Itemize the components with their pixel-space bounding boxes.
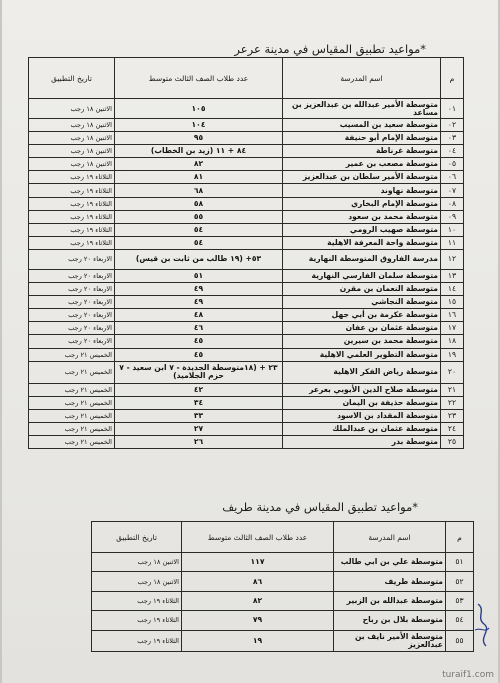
test-date: الثلاثاء ١٩ رجب — [29, 223, 115, 236]
table-row — [29, 158, 464, 171]
school-name: متوسطة نهاوند — [283, 184, 441, 197]
test-date: الاثنين ١٨ رجب — [29, 119, 115, 132]
school-name: متوسطة محمد بن سعود — [283, 210, 441, 223]
test-date: الاربعاء ٢٠ رجب — [29, 296, 115, 309]
test-date: الخميس ٢١ رجب — [29, 422, 115, 435]
row-index: ٠٥ — [441, 158, 464, 171]
test-date: الثلاثاء ١٩ رجب — [29, 171, 115, 184]
student-count: ٤٥ — [115, 335, 283, 348]
table-row — [92, 572, 474, 591]
row-index: ٥٣ — [446, 591, 474, 610]
column-header-index: م — [441, 58, 464, 99]
row-index: ٠٩ — [441, 210, 464, 223]
section-heading-turaif: *مواعيد تطبيق المقياس في مدينة طريف — [222, 500, 418, 514]
school-name: متوسطة صلاح الدين الأيوبي بعرعر — [283, 383, 441, 396]
student-count: ٤٩ — [115, 283, 283, 296]
row-index: ١٢ — [441, 249, 464, 269]
table-row — [29, 296, 464, 309]
row-index: ١٧ — [441, 322, 464, 335]
student-count: ٤٨ — [115, 309, 283, 322]
test-date: الخميس ٢١ رجب — [29, 435, 115, 448]
table-row — [29, 145, 464, 158]
column-header-school: اسم المدرسة — [334, 522, 446, 553]
table-row — [29, 435, 464, 448]
student-count: ١٩ — [182, 630, 334, 651]
column-header-date: تاريخ التطبيق — [29, 58, 115, 99]
row-index: ١١ — [441, 236, 464, 249]
table-row — [29, 236, 464, 249]
watermark-text: turaif1.com — [442, 670, 494, 680]
test-date: الاربعاء ٢٠ رجب — [29, 309, 115, 322]
table-row — [92, 553, 474, 572]
school-name: متوسطة عبدالله بن الزبير — [334, 591, 446, 610]
student-count: ٥٤ — [115, 236, 283, 249]
row-index: ٢٢ — [441, 396, 464, 409]
school-name: متوسطة محمد بن سيرين — [283, 335, 441, 348]
test-date: الاثنين ١٨ رجب — [29, 145, 115, 158]
row-index: ١٠ — [441, 223, 464, 236]
table-row — [29, 269, 464, 282]
column-header-count: عدد طلاب الصف الثالث متوسط — [182, 522, 334, 553]
row-index: ٥١ — [446, 553, 474, 572]
test-date: الثلاثاء ١٩ رجب — [92, 591, 182, 610]
table-row — [29, 422, 464, 435]
school-name: متوسطة المقداد بن الاسود — [283, 409, 441, 422]
student-count: ٣٤ — [115, 396, 283, 409]
test-date: الثلاثاء ١٩ رجب — [29, 210, 115, 223]
school-name: متوسطة علي بن ابي طالب — [334, 553, 446, 572]
school-name: متوسطة سلمان الفارسي النهارية — [283, 269, 441, 282]
student-count: ٨٤ + ١١ (زيد بن الخطاب) — [115, 145, 283, 158]
school-name: متوسطة الإمام أبو حنيفة — [283, 132, 441, 145]
school-name: متوسطة الأمير سلطان بن عبدالعزيز — [283, 171, 441, 184]
table-row — [29, 396, 464, 409]
row-index: ٠٦ — [441, 171, 464, 184]
table-row — [29, 409, 464, 422]
row-index: ١٨ — [441, 335, 464, 348]
school-name: متوسطة عثمان بن عبدالملك — [283, 422, 441, 435]
row-index: ٢٠ — [441, 361, 464, 383]
school-name: متوسطة عكرمة بن أبي جهل — [283, 309, 441, 322]
table-row — [29, 361, 464, 383]
school-name: متوسطة بلال بن رباح — [334, 611, 446, 630]
table-row — [29, 283, 464, 296]
table-row — [29, 223, 464, 236]
student-count: ٨٢ — [115, 158, 283, 171]
school-name: متوسطة التطوير العلمي الاهلية — [283, 348, 441, 361]
student-count: ٩٥ — [115, 132, 283, 145]
schedule-table-turaif — [91, 521, 474, 652]
table-header-row — [29, 58, 464, 99]
column-header-count: عدد طلاب الصف الثالث متوسط — [115, 58, 283, 99]
student-count: ٥٨ — [115, 197, 283, 210]
table-row — [92, 611, 474, 630]
school-name: متوسطة بدر — [283, 435, 441, 448]
column-header-date: تاريخ التطبيق — [92, 522, 182, 553]
row-index: ١٦ — [441, 309, 464, 322]
test-date: الثلاثاء ١٩ رجب — [29, 197, 115, 210]
student-count: ١٠٥ — [115, 99, 283, 119]
column-header-index: م — [446, 522, 474, 553]
school-name: متوسطة حذيفة بن اليمان — [283, 396, 441, 409]
test-date: الاربعاء ٢٠ رجب — [29, 283, 115, 296]
row-index: ٠٤ — [441, 145, 464, 158]
school-name: متوسطة النعمان بن مقرن — [283, 283, 441, 296]
student-count: ٨٢ — [182, 591, 334, 610]
test-date: الثلاثاء ١٩ رجب — [92, 611, 182, 630]
student-count: ٥٤ — [115, 223, 283, 236]
student-count: ٤٢ — [115, 383, 283, 396]
school-name: متوسطة النجاشي — [283, 296, 441, 309]
table-row — [29, 210, 464, 223]
student-count: ٤٥ — [115, 348, 283, 361]
student-count: ٢٦ — [115, 435, 283, 448]
student-count: ٦٨ — [115, 184, 283, 197]
column-header-school: اسم المدرسة — [283, 58, 441, 99]
test-date: الاثنين ١٨ رجب — [92, 553, 182, 572]
school-name: متوسطة عثمان بن عفان — [283, 322, 441, 335]
test-date: الاثنين ١٨ رجب — [29, 158, 115, 171]
school-name: متوسطة الأمير عبدالله بن عبدالعزيز بن مساعد — [283, 99, 441, 119]
test-date: الاثنين ١٨ رجب — [29, 99, 115, 119]
row-index: ٢٤ — [441, 422, 464, 435]
test-date: الاربعاء ٢٠ رجب — [29, 335, 115, 348]
row-index: ٠٨ — [441, 197, 464, 210]
table-row — [29, 171, 464, 184]
student-count: ١٠٤ — [115, 119, 283, 132]
schedule-table-arar — [28, 57, 464, 449]
student-count: ٢٧ — [115, 422, 283, 435]
table-row — [29, 197, 464, 210]
student-count: ٢٣ + (١٨متوسطة الجديدة - ٧ ابن سعيد - ٧ حزم الجلاميد) — [115, 361, 283, 383]
row-index: ٥٢ — [446, 572, 474, 591]
table-row — [29, 335, 464, 348]
row-index: ٠٧ — [441, 184, 464, 197]
school-name: متوسطة صهيب الرومي — [283, 223, 441, 236]
row-index: ٢١ — [441, 383, 464, 396]
school-name: متوسطة الإمام البخاري — [283, 197, 441, 210]
school-name: متوسطة مصعب بن عمير — [283, 158, 441, 171]
student-count: ٧٩ — [182, 611, 334, 630]
student-count: ٥٣+ (١٩ طالب من ثابت بن قيس) — [115, 249, 283, 269]
row-index: ١٩ — [441, 348, 464, 361]
table-body-turaif — [92, 553, 474, 652]
test-date: الثلاثاء ١٩ رجب — [29, 236, 115, 249]
row-index: ٢٣ — [441, 409, 464, 422]
student-count: ٤٩ — [115, 296, 283, 309]
test-date: الاربعاء ٢٠ رجب — [29, 249, 115, 269]
test-date: الاثنين ١٨ رجب — [29, 132, 115, 145]
student-count: ٥٥ — [115, 210, 283, 223]
test-date: الخميس ٢١ رجب — [29, 409, 115, 422]
row-index: ٥٥ — [446, 630, 474, 651]
test-date: الخميس ٢١ رجب — [29, 361, 115, 383]
school-name: متوسطة سعيد بن المسيب — [283, 119, 441, 132]
table-row — [29, 309, 464, 322]
row-index: ١٣ — [441, 269, 464, 282]
student-count: ٨١ — [115, 171, 283, 184]
table-row — [92, 591, 474, 610]
row-index: ٢٥ — [441, 435, 464, 448]
student-count: ٣٣ — [115, 409, 283, 422]
test-date: الخميس ٢١ رجب — [29, 348, 115, 361]
student-count: ٨٦ — [182, 572, 334, 591]
table-header-row — [92, 522, 474, 553]
test-date: الثلاثاء ١٩ رجب — [92, 630, 182, 651]
test-date: الاربعاء ٢٠ رجب — [29, 322, 115, 335]
school-name: متوسطة رياض الفكر الاهلية — [283, 361, 441, 383]
school-name: مدرسة الفاروق المتوسطة النهارية — [283, 249, 441, 269]
school-name: متوسطة واحة المعرفة الاهلية — [283, 236, 441, 249]
test-date: الاثنين ١٨ رجب — [92, 572, 182, 591]
test-date: الثلاثاء ١٩ رجب — [29, 184, 115, 197]
test-date: الخميس ٢١ رجب — [29, 383, 115, 396]
document-page — [2, 0, 498, 683]
row-index: ١٥ — [441, 296, 464, 309]
table-row — [29, 322, 464, 335]
table-row — [29, 119, 464, 132]
row-index: ١٤ — [441, 283, 464, 296]
table-row — [29, 132, 464, 145]
row-index: ٠٢ — [441, 119, 464, 132]
row-index: ٠٣ — [441, 132, 464, 145]
table-body-arar — [29, 99, 464, 449]
student-count: ٤٦ — [115, 322, 283, 335]
row-index: ٥٤ — [446, 611, 474, 630]
table-row — [92, 630, 474, 651]
school-name: متوسطة غرناطة — [283, 145, 441, 158]
handwritten-signature-mark — [472, 600, 492, 650]
section-heading-arar: *مواعيد تطبيق المقياس في مدينة عرعر — [234, 42, 426, 56]
student-count: ٥١ — [115, 269, 283, 282]
table-row — [29, 184, 464, 197]
school-name: متوسطة طريف — [334, 572, 446, 591]
school-name: متوسطة الأمير نايف بن عبدالعزيز — [334, 630, 446, 651]
row-index: ٠١ — [441, 99, 464, 119]
student-count: ١١٧ — [182, 553, 334, 572]
test-date: الخميس ٢١ رجب — [29, 396, 115, 409]
table-row — [29, 99, 464, 119]
test-date: الاربعاء ٢٠ رجب — [29, 269, 115, 282]
table-row — [29, 249, 464, 269]
table-row — [29, 383, 464, 396]
table-row — [29, 348, 464, 361]
